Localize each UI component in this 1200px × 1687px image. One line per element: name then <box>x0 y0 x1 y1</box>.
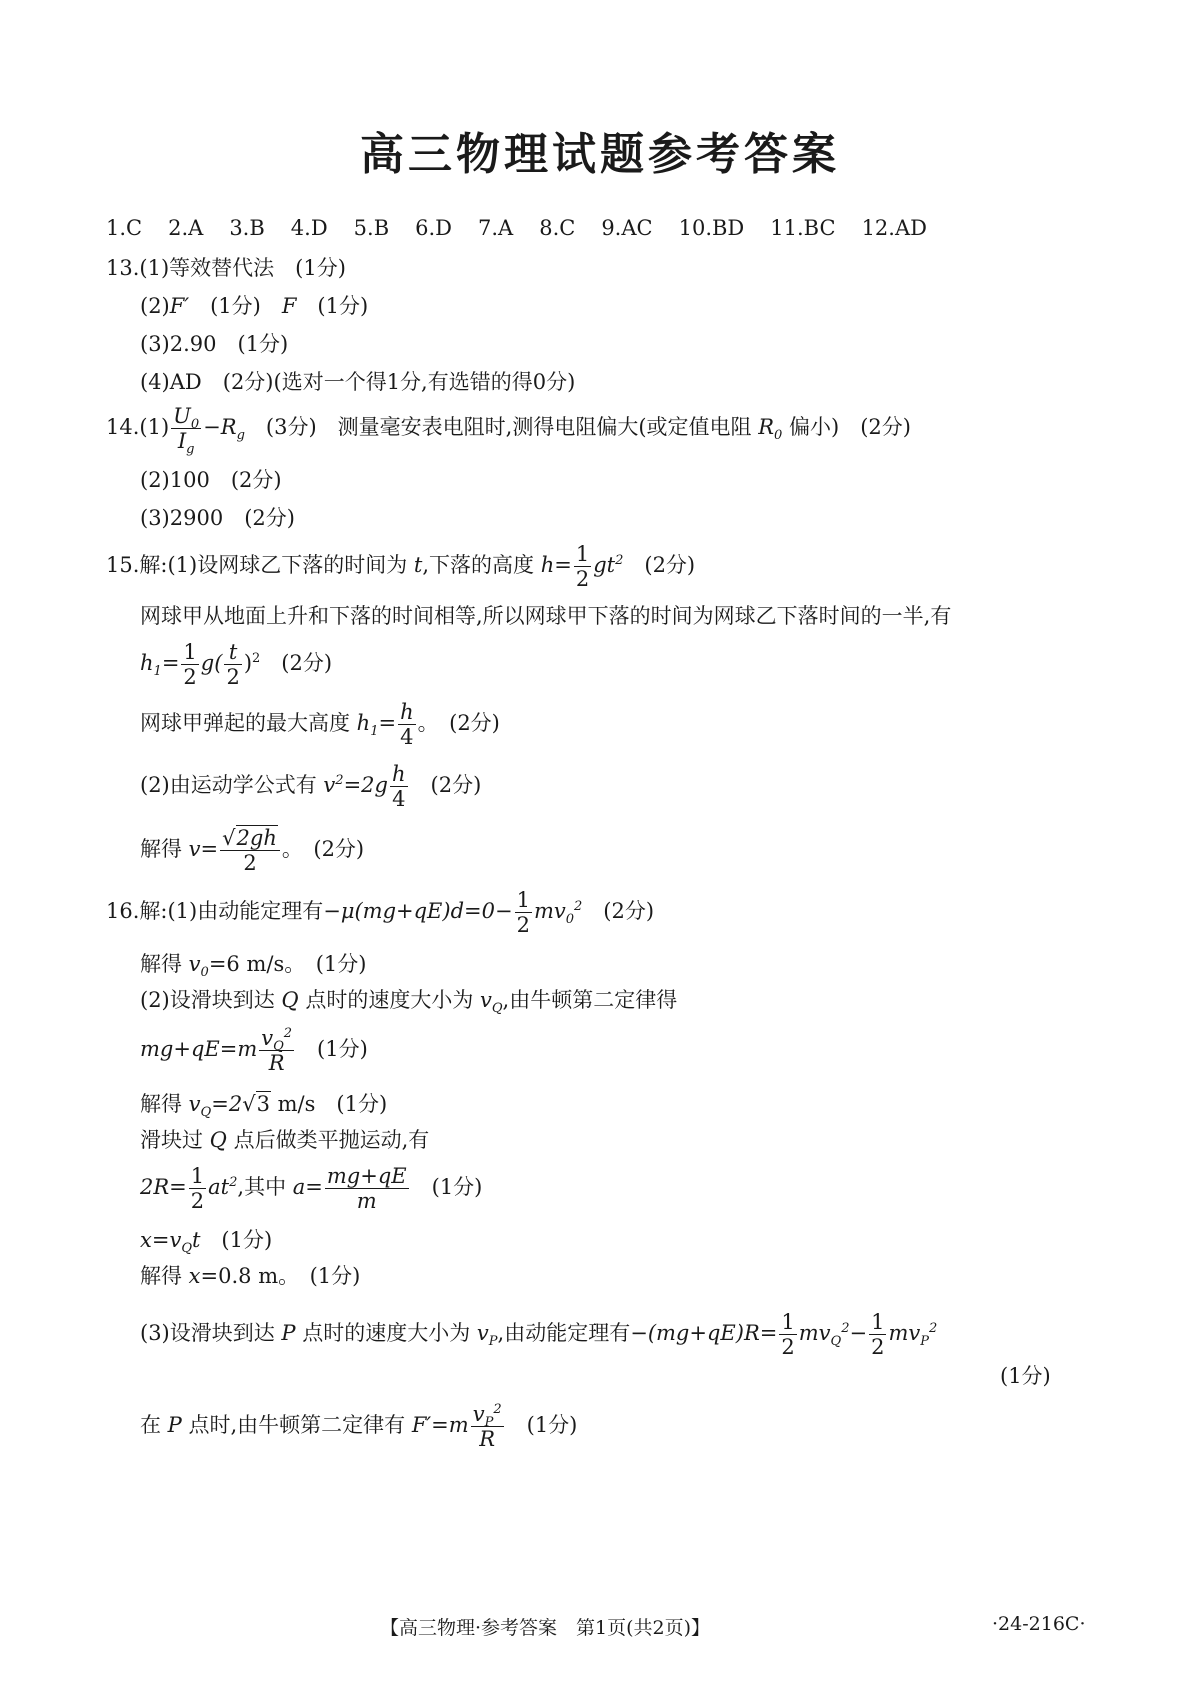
formula-fraction: $\frac{t}{2}$ <box>226 640 240 690</box>
choice-answer: 12.AD <box>861 216 927 240</box>
formula: −(mg+qE)R= <box>630 1321 778 1346</box>
choice-answer: 3.B <box>229 216 265 240</box>
formula: $h_1=$ <box>350 711 397 740</box>
formula: P <box>274 1321 303 1346</box>
q16-line-4: mg+qE=m $\frac{v_Q^2}{R}$ (1分) <box>140 1026 368 1076</box>
q16-line-1: 16.解:(1)由动能定理有−μ(mg+qE)d=0− $\frac{1}{2}$ $mv_0^2$ (2分) <box>106 888 655 938</box>
q15-line-3: $h_1=$ $\frac{1}{2}$ g( $\frac{t}{2}$ )$^2$ (2分) <box>140 640 333 690</box>
q13-line-2: (2)F′ (1分) F (1分) <box>140 294 369 318</box>
formula-fraction: $\frac{U_0}{I_g}$ <box>173 404 200 458</box>
formula: x <box>182 1264 201 1288</box>
q13-line-1: 13.(1)等效替代法 (1分) <box>106 256 346 280</box>
choice-answer: 6.D <box>415 216 452 240</box>
formula: $gt^2$ <box>593 553 624 578</box>
formula: −μ(mg+qE)d=0− <box>323 899 513 924</box>
formula: $-R_g$ <box>203 415 245 444</box>
formula: t <box>407 553 423 578</box>
footer-code: ·24-216C· <box>992 1613 1086 1635</box>
q15-line-4: 网球甲弹起的最大高度 $h_1=$ $\frac{h}{4}$ 。 (2分) <box>140 700 500 750</box>
choice-answer: 7.A <box>478 216 514 240</box>
formula: $v_Q$ <box>473 988 503 1017</box>
q16-line-11: (1分) <box>1000 1364 1051 1388</box>
q13-line-3: (3)2.90 (1分) <box>140 332 289 356</box>
q14-line-1: 14.(1) $\frac{U_0}{I_g}$ $-R_g$ (3分) 测量毫安表电阻时,测得电阻偏大(或定值电阻 $R_0$ 偏小) (2分) <box>106 404 911 458</box>
q16-line-3: (2)设滑块到达 Q 点时的速度大小为 $v_Q$,由牛顿第二定律得 <box>140 988 678 1017</box>
formula: )$^2$ <box>243 651 261 676</box>
formula: h= <box>534 553 572 578</box>
choice-answer: 11.BC <box>770 216 836 240</box>
q14-line-2: (2)100 (2分) <box>140 468 282 492</box>
q15-line-2: 网球甲从地面上升和下落的时间相等,所以网球甲下落的时间为网球乙下落时间的一半,有 <box>140 604 952 628</box>
q16-line-12: 在 P 点时,由牛顿第二定律有 F′=m $\frac{v_P^2}{R}$ (1分) <box>140 1402 578 1452</box>
page-title: 高三物理试题参考答案 <box>360 129 840 180</box>
formula-fraction: $\frac{√2gh}{2}$ <box>220 826 280 875</box>
q15-line-5: (2)由运动学公式有 $v^2=2g$ $\frac{h}{4}$ (2分) <box>140 762 482 812</box>
formula: $v_0$ <box>182 952 209 981</box>
formula: $x=v_Qt$ <box>140 1228 201 1257</box>
formula: F′=m <box>405 1413 469 1438</box>
q15-line-6: 解得 v= $\frac{√2gh}{2}$ 。 (2分) <box>140 826 365 876</box>
q16-line-7: 2R= $\frac{1}{2}$ $at^2$,其中 a= $\frac{mg+qE}{m}$ (1分) <box>140 1164 483 1214</box>
formula: 2R= <box>140 1175 187 1200</box>
formula-fraction: $\frac{1}{2}$ <box>781 1310 795 1360</box>
formula-fraction: $\frac{v_P^2}{R}$ <box>472 1402 502 1452</box>
choice-answer: 10.BD <box>678 216 745 240</box>
q16-line-8: $x=v_Qt$ (1分) <box>140 1228 273 1257</box>
formula-fraction: $\frac{1}{2}$ <box>575 542 590 592</box>
formula-fraction: $\frac{1}{2}$ <box>190 1164 205 1214</box>
choice-answer: 8.C <box>539 216 576 240</box>
formula: $mv_0^2$ <box>533 899 583 928</box>
formula: v= <box>182 837 219 862</box>
formula: Q <box>274 988 306 1012</box>
formula-fraction: $\frac{1}{2}$ <box>516 888 530 938</box>
q13-line-4: (4)AD (2分)(选对一个得1分,有选错的得0分) <box>140 370 576 394</box>
formula: $v_Q=2$ <box>182 1092 243 1121</box>
formula-fraction: $\frac{mg+qE}{m}$ <box>326 1164 407 1214</box>
formula: $R_0$ <box>751 415 783 444</box>
formula: P <box>161 1413 189 1438</box>
choice-answer: 9.AC <box>601 216 653 240</box>
formula-fraction: $\frac{1}{2}$ <box>871 1310 885 1360</box>
q16-line-9: 解得 x=0.8 m。 (1分) <box>140 1264 361 1288</box>
formula: Q <box>203 1128 234 1152</box>
formula: $h_1=$ <box>140 651 180 680</box>
q16-line-2: 解得 $v_0=6$ m/s。 (1分) <box>140 952 367 981</box>
choice-answers <box>106 216 953 241</box>
formula: $mv_P^2$ <box>888 1321 938 1350</box>
formula-fraction: $\frac{h}{4}$ <box>400 700 414 750</box>
q15-line-1: 15.解:(1)设网球乙下落的时间为 t,下落的高度 h= $\frac{1}{2}$ $gt^2$ (2分) <box>106 542 696 592</box>
formula: $v^2=2g$ <box>316 773 388 798</box>
formula-fraction: $\frac{h}{4}$ <box>391 762 406 812</box>
formula: a= <box>286 1175 323 1200</box>
q16-line-5: 解得 $v_Q=2√3$ m/s (1分) <box>140 1092 388 1121</box>
formula-fraction: $\frac{1}{2}$ <box>183 640 197 690</box>
choice-answer: 1.C <box>106 216 143 240</box>
formula: √3 <box>242 1092 270 1116</box>
choice-answer: 5.B <box>353 216 390 240</box>
formula: g( <box>200 651 223 676</box>
formula: $v_P$ <box>470 1321 498 1350</box>
formula-fraction: $\frac{v_Q^2}{R}$ <box>261 1026 293 1076</box>
choice-answer: 2.A <box>168 216 204 240</box>
formula: $at^2$ <box>208 1175 238 1200</box>
formula: mg+qE=m <box>140 1037 258 1062</box>
q14-line-3: (3)2900 (2分) <box>140 506 295 530</box>
q16-line-10: (3)设滑块到达 P 点时的速度大小为 $v_P$,由动能定理有−(mg+qE)R= $\frac{1}{2}$ $mv_Q^2-$ $\frac{1}{2}$ $mv_P^2$ <box>140 1310 938 1360</box>
page-footer: 【高三物理·参考答案 第1页(共2页)】 <box>380 1617 711 1639</box>
q16-line-6: 滑块过 Q 点后做类平抛运动,有 <box>140 1128 430 1152</box>
formula: $mv_Q^2-$ <box>798 1321 868 1350</box>
choice-answer: 4.D <box>290 216 328 240</box>
